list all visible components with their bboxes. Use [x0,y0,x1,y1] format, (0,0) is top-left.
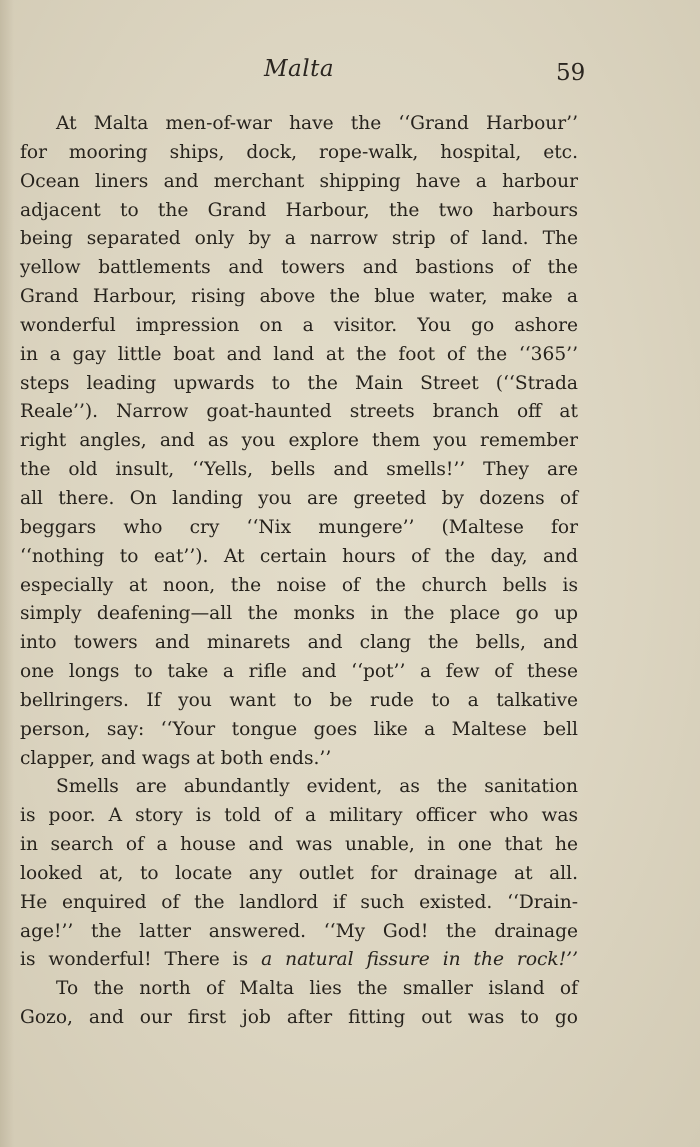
text-line: Smells are abundantly evident, as the sanitation [56,776,578,798]
text-line: especially at noon, the noise of the church bells is [20,574,578,596]
text-line: right angles, and as you explore them you remember [20,430,578,452]
text-line: age!’’ the latter answered. ‘‘My God! the drainage [20,920,578,942]
text-line: Ocean liners and merchant shipping have a harbour [20,170,578,192]
text-line: one longs to take a rifle and ‘‘pot’’ a few of these [20,661,578,683]
italic-text-span: a natural fissure in the rock!’’ [261,949,578,971]
text-line: steps leading upwards to the Main Street (‘‘Strada [20,372,578,394]
text-line: wonderful impression on a visitor. You go ashore [20,314,578,336]
text-line: beggars who cry ‘‘Nix mungere’’ (Maltese for [20,516,578,538]
text-line [20,946,578,975]
text-line: for mooring ships, dock, rope-walk, hospital, etc. [20,141,578,163]
text-line: the old insult, ‘‘Yells, bells and smells!’’ They are [20,459,578,481]
text-line: adjacent to the Grand Harbour, the two harbours [20,199,578,221]
text-line: Grand Harbour, rising above the blue water, make a [20,286,578,308]
text-line: yellow battlements and towers and bastions of the [20,257,578,279]
running-title: Malta [264,56,335,82]
text-line: into towers and minarets and clang the bells, and [20,632,578,654]
text-line: in search of a house and was unable, in one that he [20,834,578,856]
text-line: in a gay little boat and land at the foot of the ‘‘365’’ [20,343,578,365]
text-line: being separated only by a narrow strip of land. The [20,228,578,250]
page-gutter-shadow [0,0,14,1147]
page-number: 59 [556,60,586,86]
page-header [0,56,700,96]
text-line: is poor. A story is told of a military officer who was [20,805,578,827]
text-line: simply deafening—all the monks in the place go up [20,603,578,625]
text-line: clapper, and wags at both ends.’’ [20,747,332,769]
text-line: ‘‘nothing to eat’’). At certain hours of the day, and [20,545,578,567]
text-line: bellringers. If you want to be rude to a talkative [20,689,578,711]
body-text [20,110,578,1033]
text-line: At Malta men-of-war have the ‘‘Grand Harbour’’ [56,113,578,134]
text-line: Reale’’). Narrow goat-haunted streets branch off at [20,401,578,423]
text-line: To the north of Malta lies the smaller island of [56,978,578,1000]
text-line: person, say: ‘‘Your tongue goes like a Maltese bell [20,718,578,740]
text-line: all there. On landing you are greeted by dozens of [20,487,578,509]
text-line: looked at, to locate any outlet for drainage at all. [20,862,578,884]
text-line: He enquired of the landlord if such existed. ‘‘Drain- [20,891,578,913]
text-line: Gozo, and our first job after fitting out was to go [20,1007,578,1029]
text-span: is wonderful! There is [20,949,262,971]
